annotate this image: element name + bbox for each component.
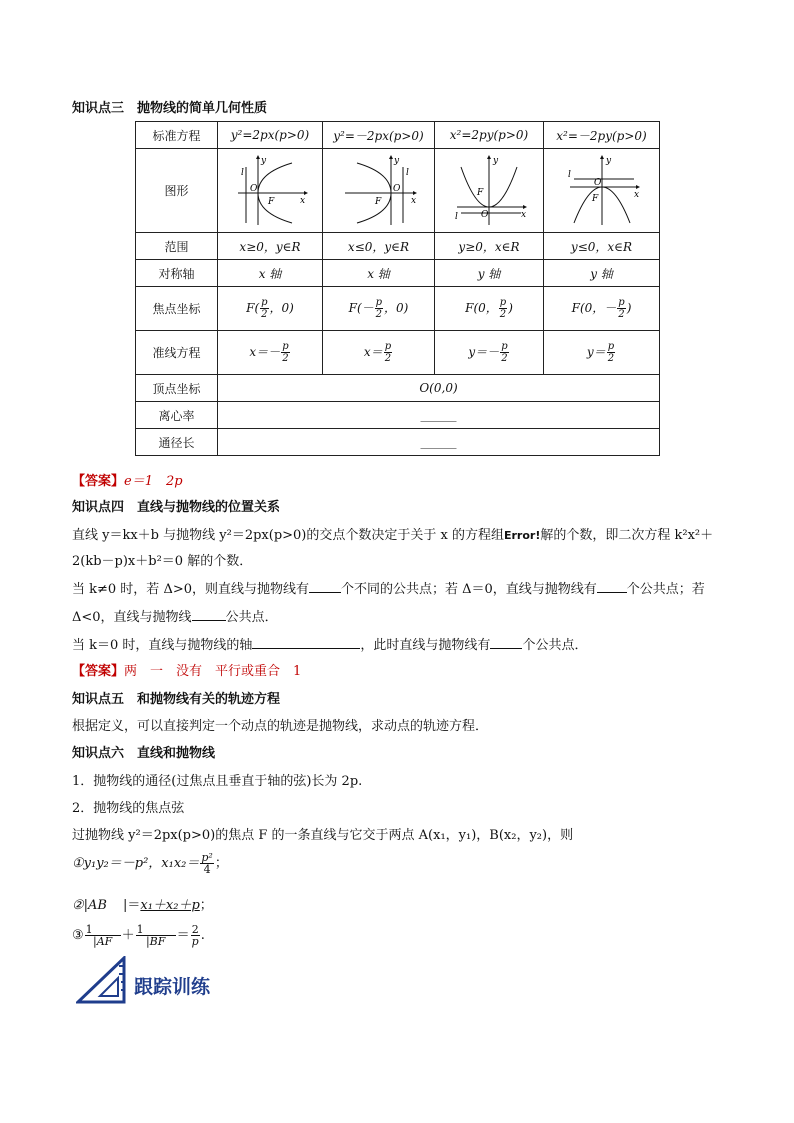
sec4-paragraph-5: 当 k＝0 时，直线与抛物线的轴 ，此时直线与抛物线有 个公共点． [72,638,588,653]
table-row [136,402,660,429]
svg-text:F: F [591,193,598,204]
svg-text:l: l [405,167,409,178]
formula-3: ③ $\frac{1}{|AF}$ ＋ $\frac{1}{|BF}$ ＝ $\frac{2}{p}$ . [72,923,205,948]
table-header-row [136,122,660,149]
graph-row-label: 图形 [136,149,218,233]
table-cell: ______ [218,402,660,429]
parabola-up-graph [449,153,529,229]
table-cell: x 轴 [218,260,323,287]
fill-blank [309,580,341,593]
table-row [136,331,660,375]
svg-text:F: F [268,196,275,207]
sec6-paragraph: 过抛物线 y²＝2px(p>0)的焦点 F 的一条直线与它交于两点 A(x₁，y₁)，B(x₂，y₂)，则 [72,828,574,843]
svg-text:l: l [567,169,571,180]
table-header-cell: x²=－2py(p>0) [544,122,660,149]
table-header-cell: y²=2px(p>0) [218,122,323,149]
formula-2: ②|AB |＝x₁＋x₂＋p； [72,898,213,913]
fill-blank [490,636,522,649]
table-cell: y≤0，x∈R [544,233,660,260]
fill-blank [597,580,627,593]
svg-text:y: y [493,155,499,166]
section-4-title: 知识点四 直线与抛物线的位置关系 [72,500,281,515]
svg-text:O: O [593,177,601,188]
table-cell: O(0,0) [218,375,660,402]
parabola-down-graph [562,153,642,229]
svg-text:y: y [261,155,267,166]
parabola-right-graph [230,153,310,229]
table-header-cell: x²=2py(p>0) [435,122,544,149]
svg-text:y: y [393,155,399,166]
table-row [136,375,660,402]
table-cell: y≥0，x∈R [435,233,544,260]
answer-tag: 【答案】 [72,664,125,679]
sec6-item-1: 1．抛物线的通径(过焦点且垂直于轴的弦)长为 2p. [72,774,363,789]
sec6-item-2: 2．抛物线的焦点弦 [72,801,185,816]
parabola-left-graph [339,153,419,229]
svg-text:O: O [250,183,258,194]
row-label: 准线方程 [136,331,218,375]
sec5-paragraph: 根据定义，可以直接判定一个动点的轨迹是抛物线，求动点的轨迹方程． [72,719,489,734]
answer-3 [72,470,183,489]
table-cell: ______ [218,429,660,456]
section-6-title: 知识点六 直线和抛物线 [72,746,216,761]
table-row-graph [136,149,660,233]
svg-text:l: l [455,211,458,222]
svg-text:y: y [605,155,611,166]
row-label: 范围 [136,233,218,260]
sec4-paragraph-3: 当 k≠0 时，若 Δ>0，则直线与抛物线有 个不同的公共点；若 Δ＝0，直线与抛物线有 个公共点；若 [72,582,705,597]
table-row [136,429,660,456]
section-3-title: 知识点三 抛物线的简单几何性质 [72,101,268,116]
table-row [136,287,660,331]
svg-text:x: x [410,195,416,206]
answer-tag: 【答案】 [72,474,125,489]
fill-blank [252,636,360,649]
table-header-cell: 标准方程 [136,122,218,149]
svg-text:F: F [374,196,381,207]
svg-text:x: x [633,189,639,200]
table-header-cell: y²=－2px(p>0) [323,122,435,149]
section-5-title: 知识点五 和抛物线有关的轨迹方程 [72,692,281,707]
table-cell: F(0， $\frac{p}{2}$ ) [435,287,544,331]
graph-cell [544,149,660,233]
table-cell: y 轴 [544,260,660,287]
table-cell: x 轴 [323,260,435,287]
graph-cell [323,149,435,233]
fill-blank [192,608,226,621]
table-cell: y 轴 [435,260,544,287]
table-cell: x≤0，y∈R [323,233,435,260]
row-label: 顶点坐标 [136,375,218,402]
graph-cell [218,149,323,233]
row-label: 离心率 [136,402,218,429]
formula-1: ①y₁y₂＝－p²，x₁x₂＝ $\frac{\text{p²}}{4}$ ； [72,851,228,876]
answer-text: e＝1 2p [124,474,183,489]
table-cell: y＝ $\frac{p}{2}$ [544,331,660,375]
table-cell: x＝ $\frac{p}{2}$ [323,331,435,375]
sec4-paragraph-4: Δ<0，直线与抛物线 公共点． [72,610,278,625]
parabola-properties-table [135,121,660,456]
answer-4 [72,660,301,679]
table-row [136,233,660,260]
table-cell: F(－ $\frac{p}{2}$ ，0) [323,287,435,331]
set-square-icon [76,956,128,1004]
row-label: 焦点坐标 [136,287,218,331]
sec4-paragraph-2: 2(kb－p)x＋b²＝0 解的个数． [72,554,253,569]
training-label: 跟踪训练 [134,976,211,998]
table-cell: F( $\frac{p}{2}$ ，0) [218,287,323,331]
svg-text:F: F [477,187,484,198]
table-cell: F(0，－ $\frac{p}{2}$ ) [544,287,660,331]
svg-text:O: O [392,183,400,194]
answer-text: 两 一 没有 平行或重合 1 [124,664,302,679]
svg-text:x: x [521,209,527,220]
row-label: 通径长 [136,429,218,456]
table-row [136,260,660,287]
graph-letter: l [241,167,244,178]
table-cell: x≥0，y∈R [218,233,323,260]
svg-text:O: O [481,209,489,220]
svg-text:x: x [300,195,306,206]
table-cell: x＝－ $\frac{p}{2}$ [218,331,323,375]
table-cell: y＝－ $\frac{p}{2}$ [435,331,544,375]
training-badge [76,956,128,1008]
row-label: 对称轴 [136,260,218,287]
graph-cell [435,149,544,233]
sec4-paragraph-1: 直线 y＝kx＋b 与抛物线 y²＝2px(p>0)的交点个数决定于关于 x 的方程组Error!解的个数，即二次方程 k²x²＋ [72,528,714,543]
